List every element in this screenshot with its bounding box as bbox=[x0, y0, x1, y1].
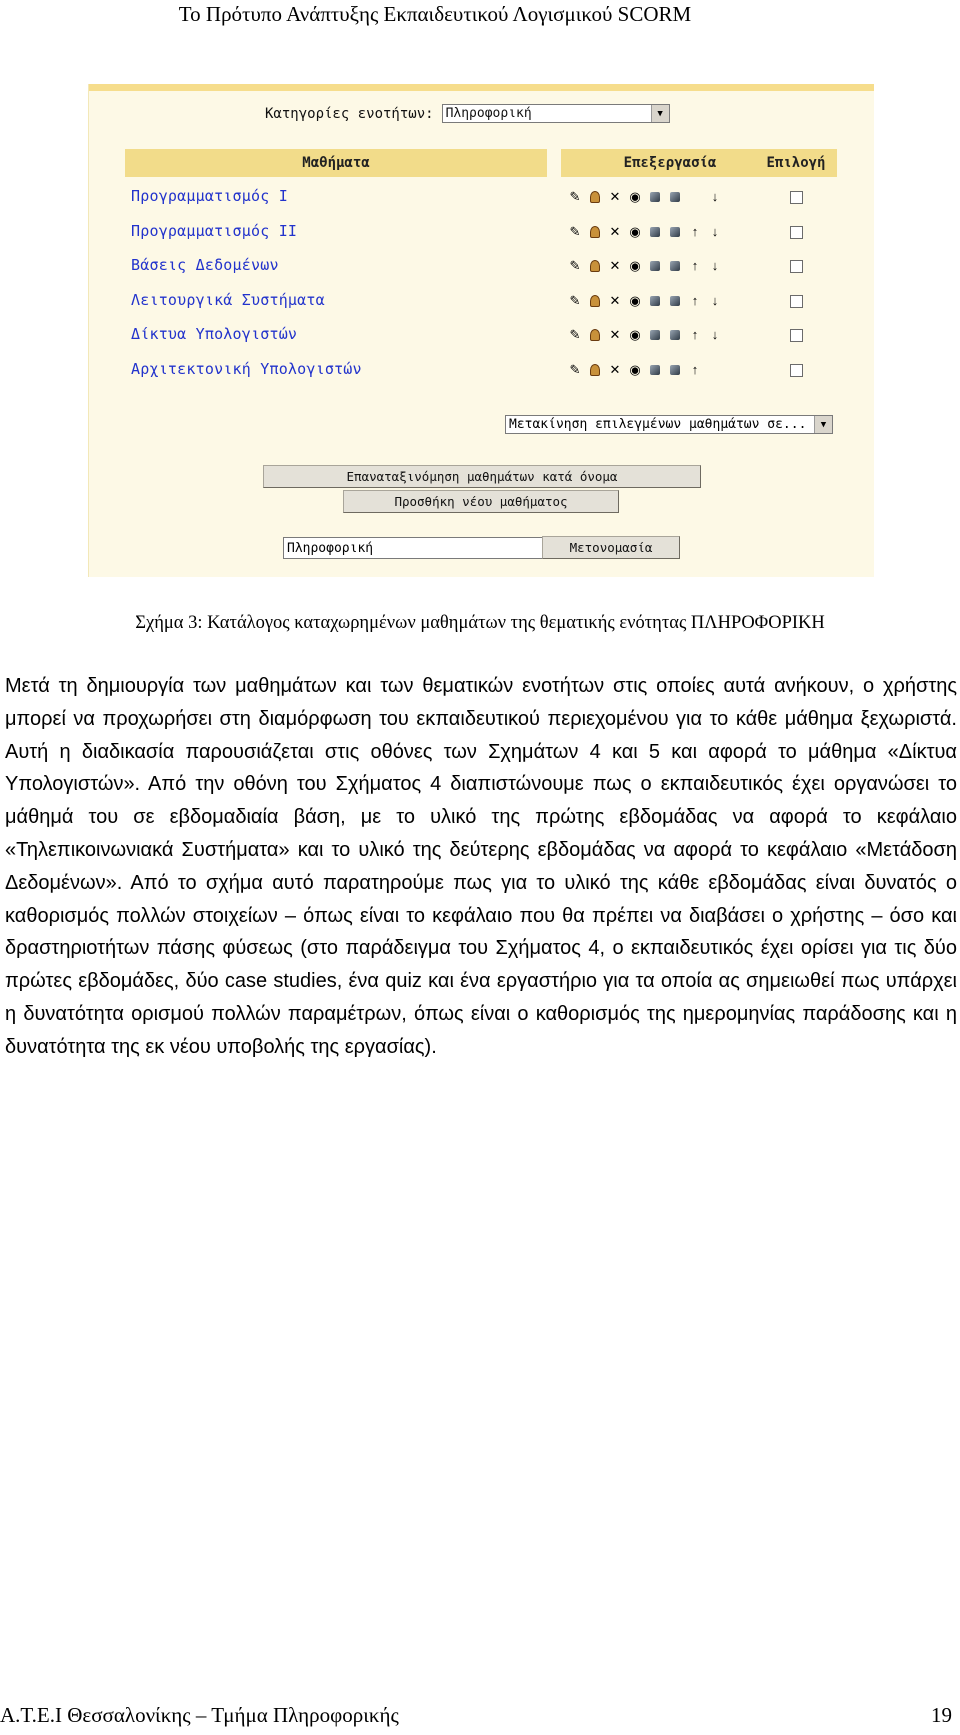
backup-icon[interactable] bbox=[645, 327, 665, 343]
move-up-icon[interactable]: ↑ bbox=[691, 327, 699, 342]
course-actions bbox=[565, 257, 725, 275]
course-select-checkbox[interactable] bbox=[790, 329, 803, 342]
hide-icon[interactable]: ◉ bbox=[629, 327, 641, 342]
assign-roles-icon[interactable] bbox=[585, 362, 605, 378]
delete-icon[interactable]: ✕ bbox=[609, 189, 621, 204]
figure-caption: Σχήμα 3: Κατάλογος καταχωρημένων μαθημάτων της θεματικής ενότητας ΠΛΗΡΟΦΟΡΙΚΗ bbox=[135, 613, 825, 633]
course-link[interactable]: Δίκτυα Υπολογιστών bbox=[131, 325, 298, 343]
delete-icon[interactable]: ✕ bbox=[609, 327, 621, 342]
move-courses-select-value: Μετακίνηση επιλεγμένων μαθημάτων σε... bbox=[509, 417, 807, 432]
category-select-value: Πληροφορική bbox=[445, 106, 532, 121]
edit-icon[interactable]: ✎ bbox=[569, 189, 581, 204]
backup-icon[interactable] bbox=[645, 293, 665, 309]
restore-icon[interactable] bbox=[665, 258, 685, 274]
course-select-checkbox[interactable] bbox=[790, 191, 803, 204]
edit-icon[interactable]: ✎ bbox=[569, 327, 581, 342]
restore-icon[interactable] bbox=[665, 327, 685, 343]
course-actions bbox=[565, 292, 725, 310]
course-select-checkbox[interactable] bbox=[790, 295, 803, 308]
backup-icon[interactable] bbox=[645, 224, 665, 240]
move-courses-select[interactable] bbox=[505, 415, 833, 434]
move-up-icon[interactable]: ↑ bbox=[691, 362, 699, 377]
move-up-icon[interactable]: ↑ bbox=[691, 224, 699, 239]
course-actions bbox=[565, 326, 725, 344]
course-link[interactable]: Βάσεις Δεδομένων bbox=[131, 256, 279, 274]
chevron-down-icon: ▼ bbox=[814, 416, 832, 433]
move-down-icon[interactable]: ↓ bbox=[711, 189, 719, 204]
course-actions bbox=[565, 223, 725, 241]
course-actions bbox=[565, 188, 725, 206]
assign-roles-icon[interactable] bbox=[585, 258, 605, 274]
category-row bbox=[265, 104, 670, 123]
course-list-screenshot bbox=[88, 84, 874, 577]
move-up-icon[interactable]: ↑ bbox=[691, 293, 699, 308]
edit-icon[interactable]: ✎ bbox=[569, 224, 581, 239]
restore-icon[interactable] bbox=[665, 189, 685, 205]
assign-roles-icon[interactable] bbox=[585, 327, 605, 343]
course-actions bbox=[565, 361, 725, 379]
top-bar bbox=[89, 84, 874, 91]
category-label: Κατηγορίες ενοτήτων: bbox=[265, 105, 434, 122]
course-link[interactable]: Λειτουργικά Συστήματα bbox=[131, 291, 325, 309]
edit-icon[interactable]: ✎ bbox=[569, 362, 581, 377]
restore-icon[interactable] bbox=[665, 293, 685, 309]
course-select-checkbox[interactable] bbox=[790, 226, 803, 239]
restore-icon[interactable] bbox=[665, 362, 685, 378]
move-down-icon[interactable]: ↓ bbox=[711, 327, 719, 342]
move-down-icon[interactable]: ↓ bbox=[711, 224, 719, 239]
assign-roles-icon[interactable] bbox=[585, 293, 605, 309]
hide-icon[interactable]: ◉ bbox=[629, 189, 641, 204]
edit-icon[interactable]: ✎ bbox=[569, 258, 581, 273]
move-down-icon bbox=[705, 362, 725, 378]
edit-icon[interactable]: ✎ bbox=[569, 293, 581, 308]
resort-courses-button[interactable]: Επαναταξινόμηση μαθημάτων κατά όνομα bbox=[263, 465, 701, 488]
move-down-icon[interactable]: ↓ bbox=[711, 258, 719, 273]
hide-icon[interactable]: ◉ bbox=[629, 293, 641, 308]
move-up-icon bbox=[685, 189, 705, 205]
delete-icon[interactable]: ✕ bbox=[609, 362, 621, 377]
body-paragraph: Μετά τη δημιουργία των μαθημάτων και των θεματικών ενοτήτων στις οποίες αυτά ανήκουν, ο χρήστης μπορεί να προχωρήσει στη διαμόρφωση του εκπαιδευτικού περιεχομένου για το κάθε μάθημα ξεχωριστά. Αυτή η διαδικασία παρουσιάζεται στις οθόνες των Σχημάτων 4 και 5 και αφορά το μάθημα «Δίκτυα Υπολογιστών». Από την οθόνη του Σχήματος 4 διαπιστώνουμε πως ο εκπαιδευτικός έχει οργανώσει το μάθημά του σε εβδομαδιαία βάση, με το υλικό της πρώτης εβδομάδας να αφορά το κεφάλαιο «Τηλεπικοινωνιακά Συστήματα» και το υλικό της δεύτερης εβδομάδας να αφορά το κεφάλαιο «Μετάδοση Δεδομένων». Από το σχήμα αυτό παρατηρούμε πως για το υλικό της κάθε εβδομάδας είναι δυνατός ο καθορισμός πολλών στοιχείων – όπως είναι το κεφάλαιο που θα πρέπει να διαβάσει ο χρήστης – όσο και δραστηριοτήτων πάσης φύσεως (στο παράδειγμα του Σχήματος 4, ο εκπαιδευτικός έχει ορίσει για τις δύο πρώτες εβδομάδες, δύο case studies, ένα quiz και ένα εργαστήριο για τα οποία ας σημειωθεί πως υπάρχει η δυνατότητα ορισμού πολλών παραμέτρων, όπως είναι ο καθορισμός της ημερομηνίας παράδοσης και η δυνατότητα της εκ νέου υποβολής της εργασίας). bbox=[5, 675, 957, 1058]
chevron-down-icon: ▼ bbox=[651, 105, 669, 122]
column-header-select: Επιλογή bbox=[755, 149, 837, 177]
move-down-icon[interactable]: ↓ bbox=[711, 293, 719, 308]
course-select-checkbox[interactable] bbox=[790, 260, 803, 273]
footer-institution: Α.Τ.Ε.Ι Θεσσαλονίκης – Τμήμα Πληροφορικής bbox=[0, 1703, 399, 1727]
category-select[interactable] bbox=[442, 104, 670, 123]
backup-icon[interactable] bbox=[645, 189, 665, 205]
move-up-icon[interactable]: ↑ bbox=[691, 258, 699, 273]
course-link[interactable]: Αρχιτεκτονική Υπολογιστών bbox=[131, 360, 362, 378]
hide-icon[interactable]: ◉ bbox=[629, 362, 641, 377]
backup-icon[interactable] bbox=[645, 362, 665, 378]
add-course-button[interactable]: Προσθήκη νέου μαθήματος bbox=[343, 490, 619, 513]
backup-icon[interactable] bbox=[645, 258, 665, 274]
rename-category-input[interactable]: Πληροφορική bbox=[283, 537, 571, 559]
hide-icon[interactable]: ◉ bbox=[629, 224, 641, 239]
page-number: 19 bbox=[931, 1703, 952, 1727]
delete-icon[interactable]: ✕ bbox=[609, 293, 621, 308]
course-select-checkbox[interactable] bbox=[790, 364, 803, 377]
hide-icon[interactable]: ◉ bbox=[629, 258, 641, 273]
rename-button[interactable]: Μετονομασία bbox=[542, 536, 680, 559]
course-link[interactable]: Προγραμματισμός I bbox=[131, 187, 288, 205]
column-header-courses: Μαθήματα bbox=[125, 149, 547, 177]
delete-icon[interactable]: ✕ bbox=[609, 224, 621, 239]
assign-roles-icon[interactable] bbox=[585, 189, 605, 205]
restore-icon[interactable] bbox=[665, 224, 685, 240]
delete-icon[interactable]: ✕ bbox=[609, 258, 621, 273]
column-header-edit: Επεξεργασία bbox=[561, 149, 779, 177]
assign-roles-icon[interactable] bbox=[585, 224, 605, 240]
page-header: Το Πρότυπο Ανάπτυξης Εκπαιδευτικού Λογισμικού SCORM bbox=[178, 2, 692, 26]
course-link[interactable]: Προγραμματισμός II bbox=[131, 222, 298, 240]
